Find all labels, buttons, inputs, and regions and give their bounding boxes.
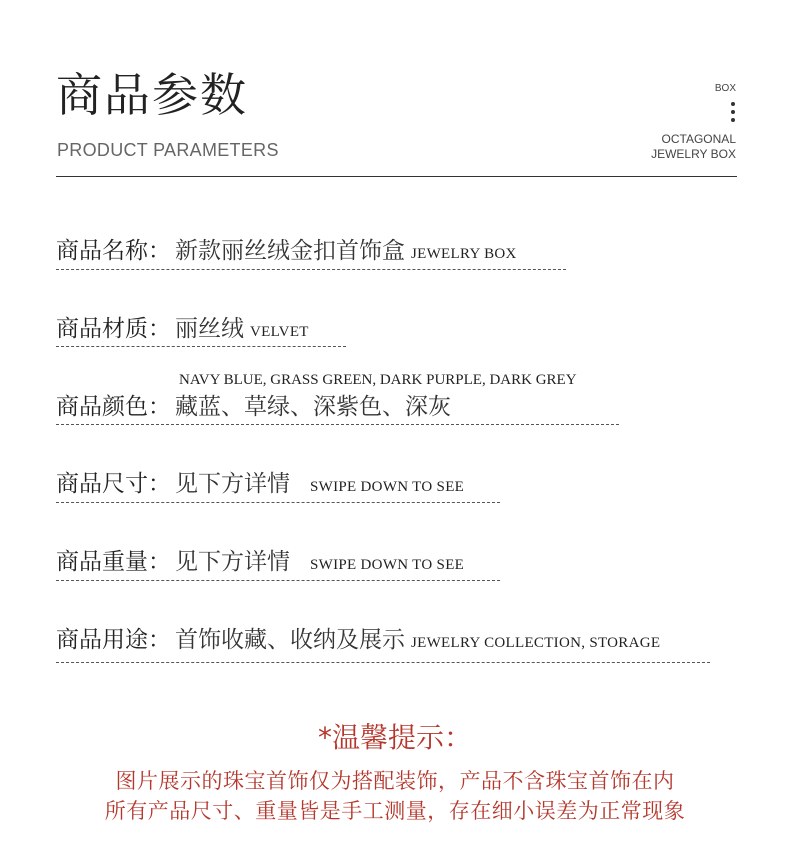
param-row-material [56,310,309,343]
param-value-en: JEWELRY BOX [411,246,517,262]
param-value: 丽丝绒 [175,316,244,342]
vertical-dots-icon [730,102,736,126]
page-title: 商品参数 [56,68,248,122]
notice-line-1: 图片展示的珠宝首饰仅为搭配装饰，产品不含珠宝首饰在内 [115,769,675,793]
param-label: 商品材质： [56,316,171,342]
page-subtitle: PRODUCT PARAMETERS [57,140,279,160]
row-divider [56,424,619,425]
param-value-en: VELVET [250,324,309,340]
box-tag: BOX [714,83,736,94]
notice-title: *温馨提示： [317,721,472,754]
param-value: 藏蓝、草绿、深紫色、深灰 [175,394,451,420]
product-tag-line1: OCTAGONAL [661,132,736,146]
param-value-en: SWIPE DOWN TO SEE [310,557,465,573]
param-label: 商品用途： [56,627,171,653]
param-value: 首饰收藏、收纳及展示 [175,627,405,653]
param-row-name [56,232,517,265]
param-value-en: NAVY BLUE, GRASS GREEN, DARK PURPLE, DARK GREY [179,372,577,388]
param-label: 商品颜色： [56,394,171,420]
param-row-usage [56,621,660,654]
param-row-color [56,388,451,421]
param-value: 见下方详情 [175,471,290,497]
param-label: 商品重量： [56,549,171,575]
param-value-en: SWIPE DOWN TO SEE [310,479,465,495]
param-value: 新款丽丝绒金扣首饰盒 [175,238,405,264]
row-divider [56,580,500,581]
row-divider [56,346,346,347]
param-value-en: JEWELRY COLLECTION, STORAGE [411,635,661,651]
param-label: 商品名称： [56,238,171,264]
product-tag [651,132,736,162]
product-tag-line2: JEWELRY BOX [651,147,736,161]
header-divider [56,176,737,177]
param-row-weight [56,543,464,576]
param-row-size [56,465,464,498]
row-divider [56,502,500,503]
param-value: 见下方详情 [175,549,290,575]
param-label: 商品尺寸： [56,471,171,497]
row-divider [56,662,710,663]
row-divider [56,269,566,270]
notice-line-2: 所有产品尺寸、重量皆是手工测量，存在细小误差为正常现象 [104,799,686,823]
